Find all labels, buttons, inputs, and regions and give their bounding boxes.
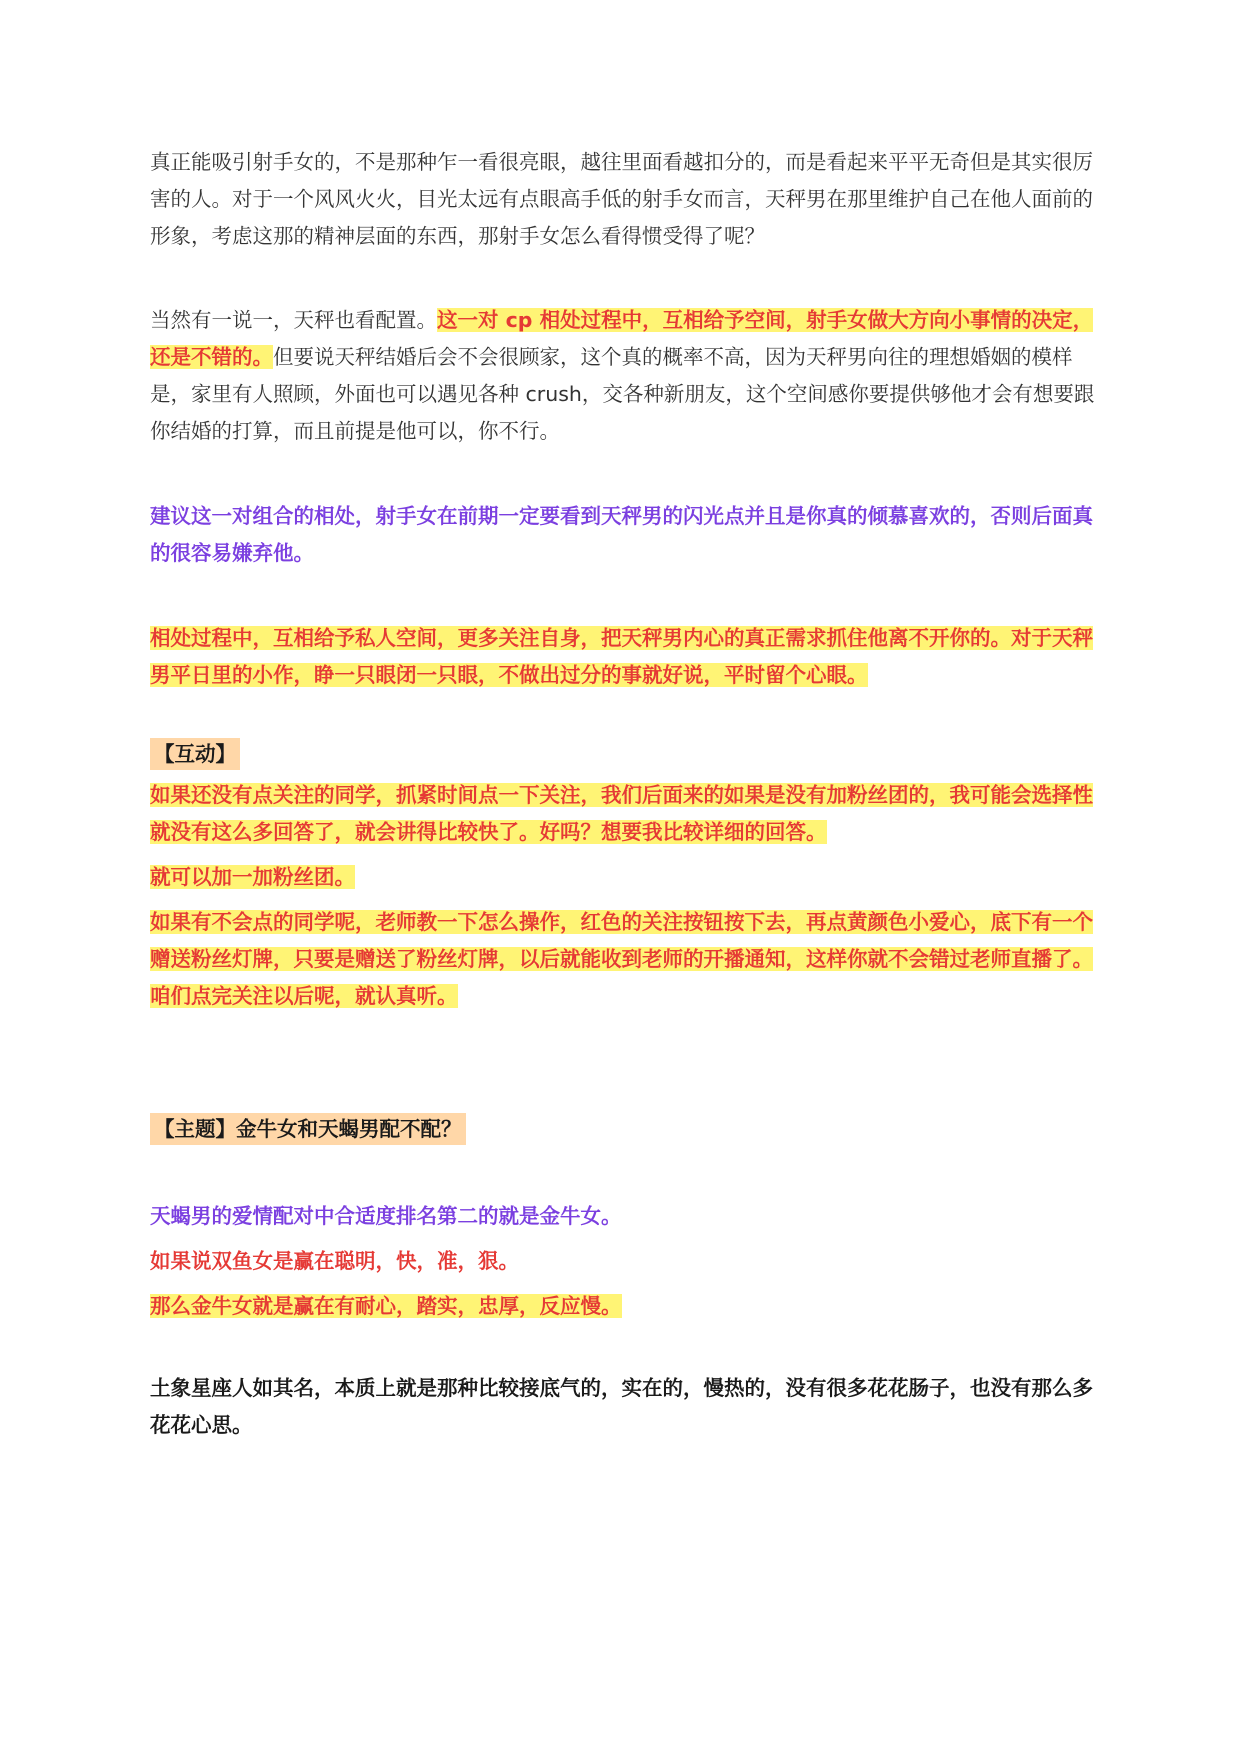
topic-tag: 【主题】金牛女和天蝎男配不配？ (150, 1113, 466, 1145)
paragraph-config (150, 302, 1095, 450)
document-body (150, 144, 1095, 1444)
paragraph-intro: 真正能吸引射手女的，不是那种乍一看很亮眼，越往里面看越扣分的，而是看起来平平无奇但是其实很厉害的人。对于一个风风火火，目光太远有点眼高手低的射手女而言，天秤男在那里维护自己在他人面前的形象，考虑这那的精神层面的东西，那射手女怎么看得惯受得了呢？ (150, 150, 1093, 248)
interaction-line-2: 就可以加一加粉丝团。 (150, 865, 355, 889)
interaction-line-1: 如果还没有点关注的同学，抓紧时间点一下关注，我们后面来的如果是没有加粉丝团的，我可能会选择性就没有这么多回答了，就会讲得比较快了。好吗？想要我比较详细的回答。 (150, 783, 1093, 844)
interaction-tag: 【互动】 (150, 738, 240, 770)
topic-black-paragraph: 土象星座人如其名，本质上就是那种比较接底气的，实在的，慢热的，没有很多花花肠子，也没有那么多花花心思。 (150, 1376, 1093, 1437)
topic-purple-line: 天蝎男的爱情配对中合适度排名第二的就是金牛女。 (150, 1204, 622, 1228)
interaction-tag-row (150, 738, 1095, 770)
topic-tag-row (150, 1113, 1095, 1145)
paragraph-config-rest: 但要说天秤结婚后会不会很顾家，这个真的概率不高，因为天秤男向往的理想婚姻的模样是，家里有人照顾，外面也可以遇见各种 crush，交各种新朋友，这个空间感你要提供够他才会有想要跟你结婚的打算，而且前提是他可以，你不行。 (150, 345, 1095, 443)
advice-paragraph: 建议这一对组合的相处，射手女在前期一定要看到天秤男的闪光点并且是你真的倾慕喜欢的，否则后面真的很容易嫌弃他。 (150, 504, 1093, 565)
topic-red-line: 如果说双鱼女是赢在聪明，快，准，狠。 (150, 1249, 519, 1273)
topic-red-highlight-line: 那么金牛女就是赢在有耐心，踏实，忠厚，反应慢。 (150, 1294, 622, 1318)
interaction-line-3: 如果有不会点的同学呢，老师教一下怎么操作，红色的关注按钮按下去，再点黄颜色小爱心，底下有一个赠送粉丝灯牌，只要是赠送了粉丝灯牌，以后就能收到老师的开播通知，这样你就不会错过老师直播了。咱们点完关注以后呢，就认真听。 (150, 910, 1093, 1008)
tips-paragraph (150, 620, 1095, 694)
interaction-section (150, 738, 1095, 1015)
topic-section (150, 1113, 1095, 1444)
paragraph-config-lead: 当然有一说一，天秤也看配置。 (150, 308, 437, 332)
paragraph-config-highlight: 这一对 cp 相处过程中，互相给予空间，射手女做大方向小事情的决定，还是不错的。 (150, 308, 1094, 369)
tips-paragraph-text: 相处过程中，互相给予私人空间，更多关注自身，把天秤男内心的真正需求抓住他离不开你的。对于天秤男平日里的小作，睁一只眼闭一只眼，不做出过分的事就好说，平时留个心眼。 (150, 626, 1093, 687)
